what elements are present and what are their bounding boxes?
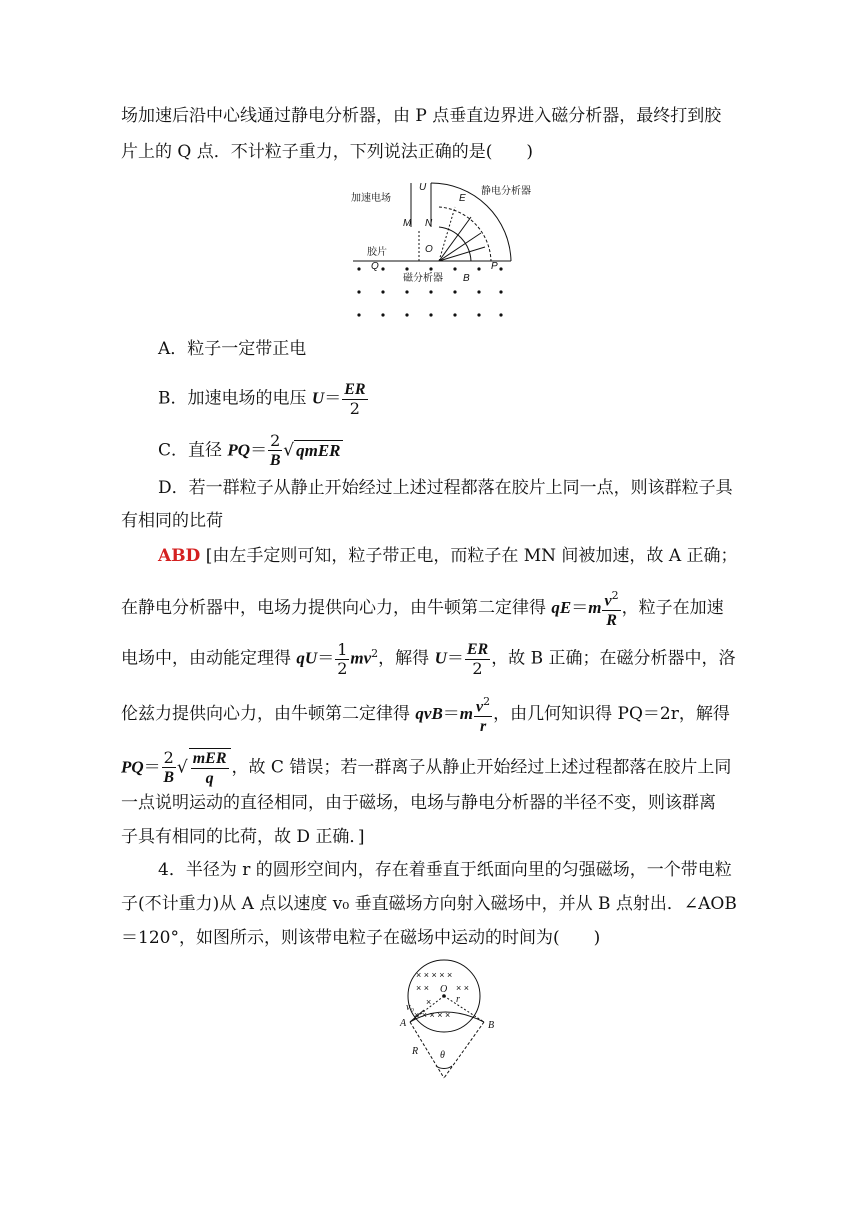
answer-line-1: ABD [由左手定则可知，粒子带正电，而粒子在 MN 间被加速，故 A 正确； [158,546,738,566]
q3-line-1: 场加速后沿中心线通过静电分析器，由 P 点垂直边界进入磁分析器，最终打到胶 [121,106,722,126]
q4-line-1: 4．半径为 r 的圆形空间内，存在着垂直于纸面向里的匀强磁场，一个带电粒 [158,860,732,880]
svg-text:× × × × ×: × × × × × [414,1010,451,1020]
svg-text:× ×: × × [456,983,470,993]
answer-line-3: 电场中，由动能定理得 qU＝ $\frac{1}{2}$ $mv^2$，解得 U＝ $\frac{ER}{2}$ ，故 B 正确；在磁分析器中，洛 [121,639,736,678]
svg-text:P: P [491,261,498,272]
svg-text:Q: Q [371,261,379,272]
answer-line-6: 一点说明运动的直径相同，由于磁场，电场与静电分析器的半径不变，则该群离 [121,793,716,813]
svg-text:O: O [425,244,433,255]
svg-text:× ×: × × [416,983,430,993]
svg-text:M: M [403,218,412,229]
q3-line-2: 片上的 Q 点．不计粒子重力，下列说法正确的是( ) [121,142,534,162]
circular-field-figure [396,958,506,1082]
label-film: 胶片 [367,247,387,258]
svg-text:U: U [419,182,427,193]
svg-text:E: E [459,193,466,204]
option-a: A．粒子一定带正电 [158,339,307,359]
mass-spectrometer-figure [345,175,531,325]
answer-line-7: 子具有相同的比荷，故 D 正确．] [121,827,365,847]
svg-text:B: B [488,1020,495,1031]
label-mag-analyzer: 磁分析器 [403,273,443,284]
svg-text:v₀: v₀ [406,1002,414,1013]
svg-text:×: × [426,997,432,1007]
svg-text:R: R [412,1046,419,1057]
answer-line-5: PQ＝ $\frac{2}{B}$ √ $\frac{\text{mER}}{q}$ ，故 C 错误；若一群离子从静止开始经过上述过程都落在胶片上同 [121,748,732,787]
answer-key: ABD [158,546,201,566]
svg-text:θ: θ [440,1050,445,1061]
label-accel-field: 加速电场 [351,193,391,204]
option-d-line-1: D．若一群粒子从静止开始经过上述过程都落在胶片上同一点，则该群粒子具 [158,478,733,498]
svg-text:r: r [456,994,460,1005]
option-d-line-2: 有相同的比荷 [121,511,223,531]
answer-line-4: 伦兹力提供向心力，由牛顿第二定律得 qvB＝m $\frac{v^2}{r}$ ，由几何知识得 PQ＝2r，解得 [121,695,730,736]
option-b: B．加速电场的电压 U＝ $\frac{ER}{2}$ [158,381,366,418]
q4-line-2: 子(不计重力)从 A 点以速度 v₀ 垂直磁场方向射入磁场中，并从 B 点射出．∠AOB [121,894,737,914]
svg-text:A: A [400,1018,407,1029]
svg-text:× × × × ×: × × × × × [416,970,453,980]
q4-line-3: ＝120°，如图所示，则该带电粒子在磁场中运动的时间为( ) [121,928,601,948]
svg-text:B: B [463,273,470,284]
option-c: C．直径 PQ＝ $\frac{2}{B}$ √ qmER [158,431,341,469]
answer-line-2: 在静电分析器中，电场力提供向心力，由牛顿第二定律得 qE＝m $\frac{v^2}{R}$ ，粒子在加速 [121,589,724,630]
svg-text:O: O [440,984,448,995]
svg-text:N: N [425,218,433,229]
label-esa: 静电分析器 [481,186,531,197]
